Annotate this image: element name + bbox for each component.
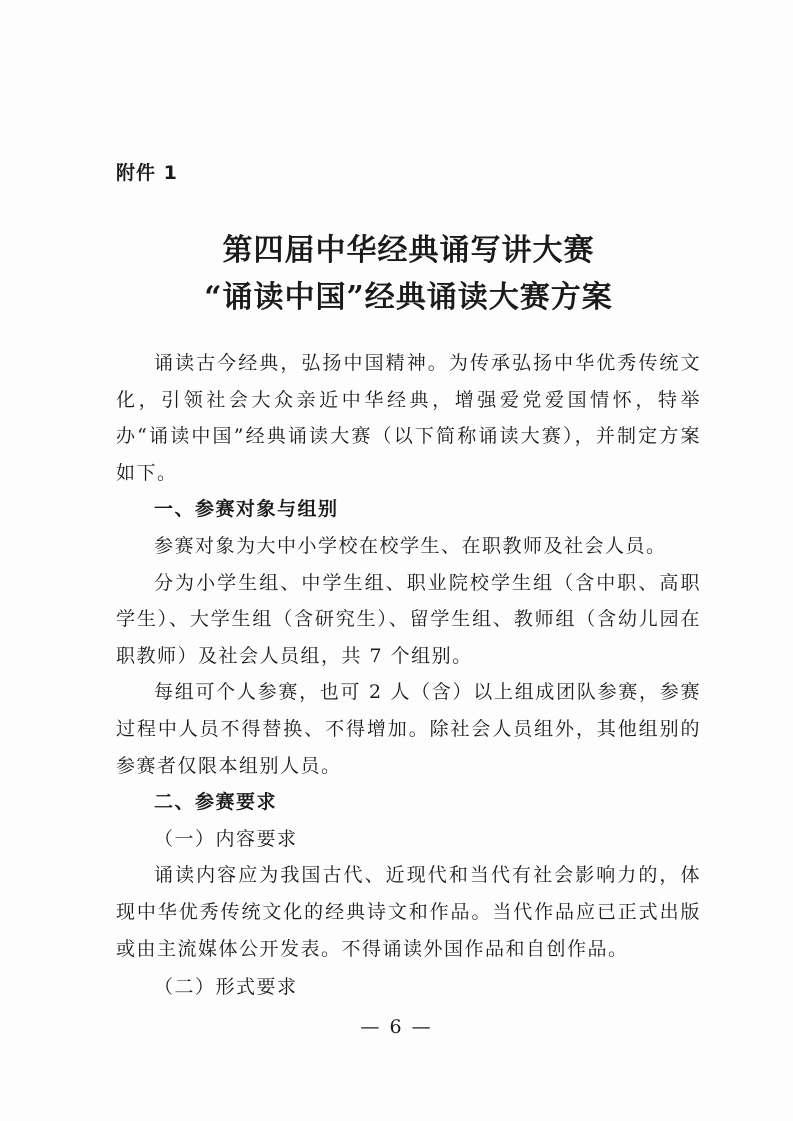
document-body [116,345,701,1006]
section-2-heading: 二、参赛要求 [154,791,278,814]
intro-paragraph: 诵读古今经典，弘扬中国精神。为传承弘扬中华优秀传统文化，引领社会大众亲近中华经典，增强爱党爱国情怀，特举办“诵读中国”经典诵读大赛（以下简称诵读大赛），并制定方案如下。 [116,352,701,484]
section-1-paragraph-2: 分为小学生组、中学生组、职业院校学生组（含中职、高职学生）、大学生组（含研究生）、留学生组、教师组（含幼儿园在职教师）及社会人员组，共 7 个组别。 [116,571,701,667]
subsection-1-heading: （一）内容要求 [154,827,298,850]
title-line-2: “诵读中国”经典诵读大赛方案 [204,280,613,315]
subsection-1-paragraph: 诵读内容应为我国古代、近现代和当代有社会影响力的，体现中华优秀传统文化的经典诗文和作品。当代作品应已正式出版或由主流媒体公开发表。不得诵读外国作品和自创作品。 [116,864,701,960]
section-1-heading: 一、参赛对象与组别 [154,498,339,521]
page-number: — 6 — [360,1016,433,1038]
section-1-paragraph-1: 参赛对象为大中小学校在校学生、在职教师及社会人员。 [154,534,667,557]
section-1-paragraph-3: 每组可个人参赛，也可 2 人（含）以上组成团队参赛，参赛过程中人员不得替换、不得增加。除社会人员组外，其他组别的参赛者仅限本组别人员。 [116,681,701,777]
title-line-1: 第四届中华经典诵写讲大赛 [222,233,595,268]
subsection-2-heading: （二）形式要求 [154,976,298,999]
attachment-label: 附件 1 [116,162,178,184]
